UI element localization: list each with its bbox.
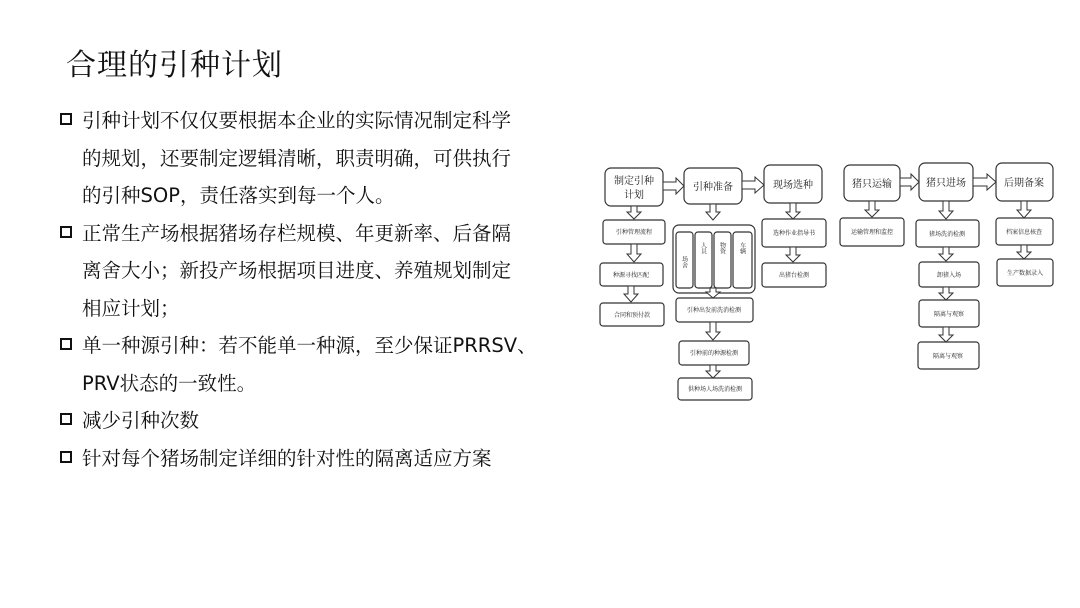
step-box [762,263,826,287]
stage-label: 引种准备 [693,182,733,193]
arrow-right-icon [973,174,996,190]
step-box [600,263,663,286]
prep-item-label: 人员 [699,242,707,254]
step-box [997,259,1053,286]
arrow-down-icon [624,286,638,302]
step-label: 种源寻找匹配 [612,272,650,279]
prep-item-box [714,232,731,288]
stage-box-select [764,165,822,203]
arrow-down-icon [627,244,641,262]
stage-label: 猪只进场 [926,178,966,189]
arrow-down-icon [706,322,720,340]
step-box [919,262,979,287]
step-label: 档案信息核查 [1005,229,1043,236]
prep-item-box [733,232,752,288]
bullet-text: 离舍大小；新投产场根据项目进度、养殖规划制定 [82,259,512,282]
arrow-down-icon [939,201,953,219]
stage-label: 猪只运输 [852,179,892,190]
arrow-right-icon [900,174,919,190]
arrow-down-icon [939,287,953,300]
prep-item-label: 场舍 [680,256,688,268]
arrow-down-icon [786,247,800,262]
step-label: 供种场人场洗消检测 [687,386,743,393]
step-label: 出猪台检测 [778,272,810,279]
step-label: 引种前的种源检测 [689,350,739,357]
step-box [679,341,749,365]
step-box [603,220,665,244]
arrow-down-icon [706,365,720,378]
stage-box-transport [844,165,900,201]
arrow-down-icon [706,204,720,220]
arrow-down-icon [939,247,953,261]
step-label: 隔离与观察 [932,353,964,360]
prep-item-label: 车辆 [738,242,746,254]
bullet-text: 针对每个猪场制定详细的针对性的隔离适应方案 [82,446,492,470]
step-box [918,342,979,369]
step-box [600,303,664,326]
arrow-down-icon [786,203,800,219]
stage-box-enter [919,163,973,201]
stage-box-plan [605,168,663,206]
arrow-down-icon [1017,245,1031,259]
step-box [676,298,753,322]
bullet-text: 引种计划不仅仅要根据本企业的实际情况制定科学 [82,109,512,132]
bullet-text: 正常生产场根据猪场存栏规模、年更新率、后备隔 [82,221,512,245]
stage-box-archive [996,163,1053,201]
bullet-text: 相应计划； [82,296,180,320]
step-box [678,378,752,400]
step-box [919,300,979,327]
arrow-right-icon [742,177,764,193]
stage-label: 计划 [624,190,644,201]
stage-label: 制定引种 [614,176,654,187]
page-title: 合理的引种计划 [66,48,283,83]
step-label: 合同和预付款 [613,312,651,319]
bullet-text: 减少引种次数 [82,409,200,432]
bullet-text: PRV状态的一致性。 [82,371,257,395]
step-label: 选种作业指导书 [772,230,816,237]
step-box [996,218,1053,245]
bullet-text: 单一种源引种：若不能单一种源，至少保证PRRSV、 [82,334,537,357]
stage-label: 现场选种 [773,180,813,191]
step-box [762,219,826,247]
arrow-down-icon [627,206,641,219]
step-label: 引种管理流程 [615,229,653,236]
arrow-down-icon [939,327,953,342]
prep-item-box [695,232,712,288]
step-box [916,220,979,247]
stage-label: 后期备案 [1004,178,1044,189]
step-label: 隔离与观察 [933,311,965,318]
step-box [840,218,904,246]
step-label: 引种出发前洗消检测 [686,307,742,314]
step-label: 生产数据录入 [1006,270,1044,277]
step-label: 运输管理和监控 [850,229,894,236]
step-label: 猪场洗消检测 [928,231,966,238]
arrow-right-icon [663,178,684,194]
bullet-text: 的引种SOP，责任落实到每一个人。 [82,184,395,207]
arrow-down-icon [865,201,879,217]
bullet-text: 的规划，还要制定逻辑清晰，职责明确，可供执行 [82,146,512,170]
prep-item-label: 物资 [718,242,726,254]
stage-box-prepare [684,168,742,204]
arrow-down-icon [1017,201,1031,218]
step-label: 卸猪入场 [936,272,962,279]
